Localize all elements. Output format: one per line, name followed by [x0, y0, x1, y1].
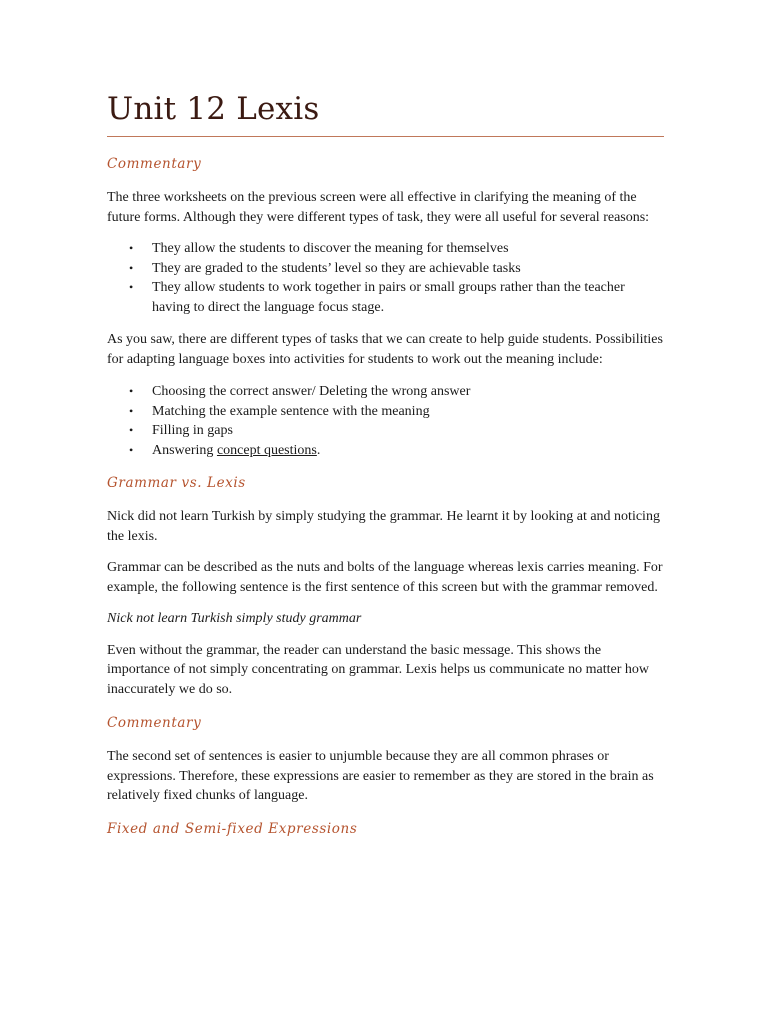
paragraph: Nick did not learn Turkish by simply studying the grammar. He learnt it by looking at and noticing the lexis.: [107, 509, 660, 544]
bullet-icon: •: [129, 384, 134, 398]
section-heading-grammar-vs-lexis: Grammar vs. Lexis: [107, 475, 246, 491]
document-page: [107, 90, 664, 838]
bullet-icon: •: [129, 442, 134, 457]
list-item: • Answering concept questions.: [107, 441, 664, 461]
list-item: • Matching the example sentence with the meaning: [107, 402, 664, 422]
list-item: • Choosing the correct answer/ Deleting the wrong answer: [107, 382, 664, 402]
example-sentence: Nick not learn Turkish simply study grammar: [107, 611, 362, 626]
section-heading-commentary: Commentary: [107, 715, 202, 731]
section-heading-fixed-expressions: Fixed and Semi-fixed Expressions: [107, 820, 358, 837]
paragraph: The three worksheets on the previous screen were all effective in clarifying the meaning of the future forms. Although they were different types of task, they were all useful for several reasons:: [107, 190, 650, 225]
list-item: • They are graded to the students’ level so they are achievable tasks: [107, 259, 664, 279]
paragraph: The second set of sentences is easier to unjumble because they are all common phrases or expressions. Therefore, these expressions are easier to remember as they are stored in the brain as relatively fixed chunks of language.: [107, 749, 654, 803]
paragraph: Even without the grammar, the reader can understand the basic message. This shows the importance of not simply concentrating on grammar. Lexis helps us communicate no matter how inaccurately we do so.: [107, 642, 649, 697]
concept-questions-link[interactable]: concept questions: [216, 442, 317, 458]
paragraph: Grammar can be described as the nuts and bolts of the language whereas lexis carries meaning. For example, the following sentence is the first sentence of this screen but with the grammar removed.: [107, 560, 663, 595]
page-title: Unit 12 Lexis: [107, 90, 664, 137]
section-heading-commentary: Commentary: [107, 156, 202, 172]
bullet-list: [107, 382, 664, 460]
list-item: • Filling in gaps: [107, 421, 664, 441]
bullet-icon: •: [129, 280, 134, 294]
bullet-icon: •: [129, 241, 134, 255]
paragraph: As you saw, there are different types of tasks that we can create to help guide students. Possibilities for adapting language boxes into activities for students to work out the meaning include:: [107, 332, 663, 367]
list-item: • They allow the students to discover the meaning for themselves: [107, 239, 664, 259]
bullet-icon: •: [129, 403, 134, 418]
list-item: • They allow students to work together in pairs or small groups rather than the teacher having to direct the language focus stage.: [129, 280, 625, 315]
bullet-icon: •: [129, 423, 134, 437]
bullet-list: [107, 239, 664, 317]
bullet-icon: •: [129, 260, 134, 275]
